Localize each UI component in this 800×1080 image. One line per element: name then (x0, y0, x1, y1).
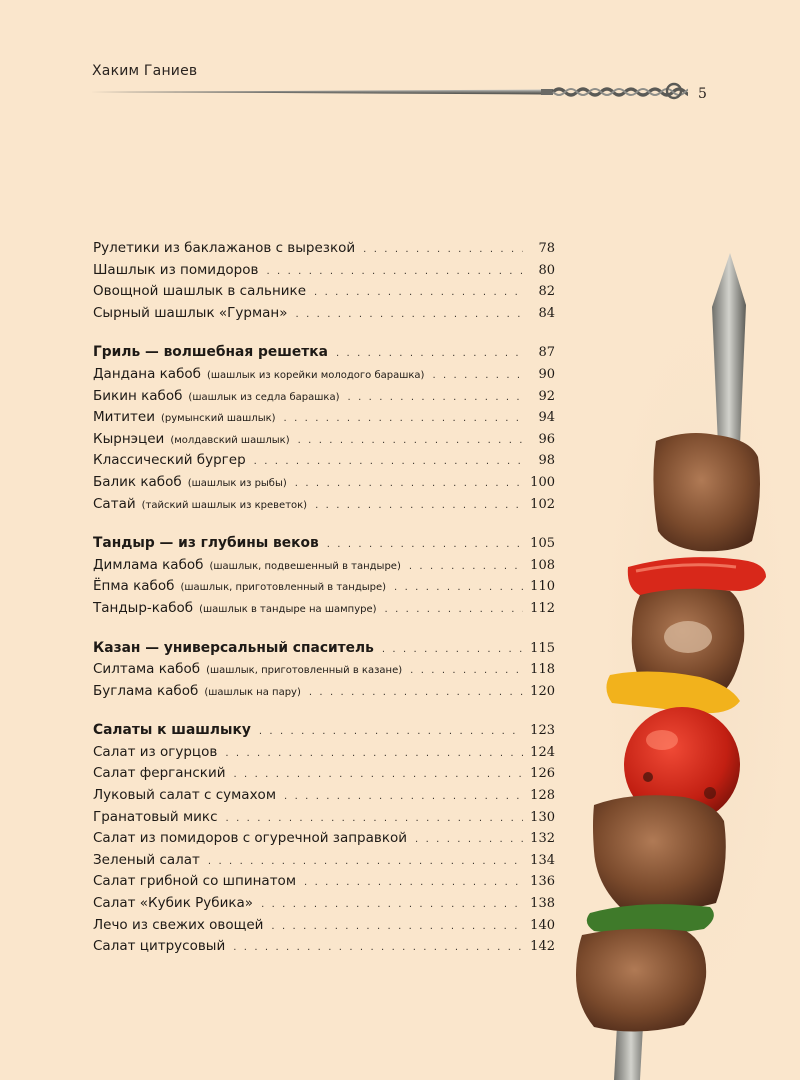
section-title: Тандыр — из глубины веков (93, 535, 319, 552)
section-title: Казан — универсальный спаситель (93, 639, 374, 656)
toc-section-heading[interactable] (93, 720, 555, 742)
entry-title: Сырный шашлык «Гурман» (93, 304, 288, 321)
entry-page: 80 (538, 262, 555, 278)
dot-leader (266, 261, 523, 283)
entry-title: Тандыр-кабоб (93, 599, 194, 616)
toc-entry[interactable] (93, 850, 555, 872)
author-name: Хаким Ганиев (92, 63, 198, 79)
toc-entry[interactable] (93, 828, 555, 850)
dot-leader (415, 829, 523, 851)
entry-page: 82 (538, 284, 555, 300)
entry-title: Шашлык из помидоров (93, 261, 259, 278)
entry-page: 112 (530, 600, 555, 616)
toc-entry[interactable] (93, 681, 555, 703)
entry-page: 92 (538, 388, 555, 404)
toc-entry[interactable] (93, 936, 555, 958)
entry-subtitle: (шашлык, подвешенный в тандыре) (209, 560, 401, 572)
entry-title: Гранатовый микс (93, 808, 218, 825)
dot-leader (254, 451, 523, 473)
dot-leader (208, 851, 523, 873)
dot-leader (271, 916, 523, 938)
section-title: Гриль — волшебная решетка (93, 344, 328, 361)
entry-page: 138 (530, 896, 555, 912)
toc-entry[interactable] (93, 450, 555, 472)
entry-page: 78 (538, 241, 555, 256)
entry-page: 124 (530, 744, 555, 760)
dot-leader (226, 808, 523, 830)
entry-title: Димлама кабоб (93, 556, 204, 573)
entry-title: Мититеи (93, 409, 156, 426)
dot-leader (296, 304, 523, 326)
entry-title: Сатай (93, 495, 136, 512)
section-title: Салаты к шашлыку (93, 722, 251, 739)
entry-subtitle: (молдавский шашлык) (170, 434, 290, 446)
dot-leader (348, 387, 523, 409)
toc-entry[interactable] (93, 281, 555, 303)
toc-section-heading[interactable] (93, 533, 555, 555)
entry-title: Салат из огурцов (93, 743, 218, 760)
toc-entry[interactable] (93, 386, 555, 408)
toc-entry[interactable] (93, 260, 555, 282)
dot-leader (295, 473, 523, 495)
dot-leader (315, 495, 523, 517)
dot-leader (284, 786, 523, 808)
dot-leader (259, 721, 523, 743)
entry-title: Бикин кабоб (93, 387, 183, 404)
entry-title: Зеленый салат (93, 851, 200, 868)
entry-subtitle: (шашлык в тандыре на шампуре) (199, 603, 377, 615)
dot-leader (309, 682, 523, 704)
entry-page: 84 (538, 305, 555, 321)
toc-entry[interactable] (93, 742, 555, 764)
entry-title: Салат цитрусовый (93, 938, 226, 955)
entry-title: Салат «Кубик Рубика» (93, 895, 254, 912)
entry-subtitle: (шашлык, приготовленный в тандыре) (180, 582, 387, 594)
toc-entry[interactable] (93, 364, 555, 386)
entry-title: Овощной шашлык в сальнике (93, 283, 307, 300)
entry-title: Лечо из свежих овощей (93, 916, 264, 933)
toc-entry[interactable] (93, 871, 555, 893)
entry-page: 134 (530, 852, 555, 868)
dot-leader (304, 872, 523, 894)
section-gap (93, 620, 555, 638)
toc-entry[interactable] (93, 598, 555, 620)
entry-subtitle: (тайский шашлык из креветок) (141, 499, 308, 511)
toc-section-heading[interactable] (93, 638, 555, 660)
entry-page: 120 (530, 683, 555, 699)
table-of-contents (93, 238, 555, 958)
entry-subtitle: (румынский шашлык) (161, 413, 276, 425)
entry-title: Балик кабоб (93, 473, 182, 490)
entry-page: 98 (538, 453, 555, 469)
entry-page: 128 (530, 788, 555, 804)
dot-leader (385, 599, 523, 621)
toc-entry[interactable] (93, 915, 555, 937)
dot-leader (284, 408, 523, 430)
entry-page: 142 (530, 939, 555, 955)
entry-title: Буглама кабоб (93, 682, 199, 699)
dot-leader (410, 660, 523, 682)
kebab-skewer-image (570, 245, 800, 1080)
metal-skewer-icon (88, 80, 688, 108)
section-gap (93, 324, 555, 342)
section-page: 105 (530, 536, 555, 552)
dot-leader (327, 534, 523, 556)
entry-page: 118 (530, 662, 555, 678)
toc-entry[interactable] (93, 472, 555, 494)
entry-subtitle: (шашлык на пару) (204, 686, 301, 698)
dot-leader (233, 937, 523, 959)
dot-leader (314, 282, 523, 304)
section-gap (93, 515, 555, 533)
dot-leader (261, 894, 523, 916)
entry-title: Рулетики из баклажанов с вырезкой (93, 240, 356, 256)
toc-entry[interactable] (93, 763, 555, 785)
entry-title: Салат грибной со шпинатом (93, 873, 297, 890)
dot-leader (382, 639, 523, 661)
entry-page: 90 (538, 366, 555, 382)
dot-leader (336, 343, 523, 365)
entry-page: 100 (530, 474, 555, 490)
entry-title: Кырнэцеи (93, 430, 165, 447)
dot-leader (409, 556, 523, 578)
entry-page: 94 (538, 410, 555, 426)
toc-entry[interactable] (93, 893, 555, 915)
entry-subtitle: (шашлык из седла барашка) (188, 391, 340, 403)
toc-entry[interactable] (93, 303, 555, 325)
section-page: 87 (538, 345, 555, 361)
toc-entry[interactable] (93, 555, 555, 577)
entry-page: 126 (530, 766, 555, 782)
toc-entry[interactable] (93, 659, 555, 681)
dot-leader (432, 365, 523, 387)
toc-entry[interactable] (93, 494, 555, 516)
dot-leader (394, 577, 523, 599)
entry-subtitle: (шашлык из корейки молодого барашка) (206, 369, 425, 381)
entry-title: Ёпма кабоб (93, 578, 175, 595)
entry-page: 136 (530, 874, 555, 890)
entry-title: Салат из помидоров с огуречной заправкой (93, 830, 408, 847)
entry-title: Луковый салат с сумахом (93, 787, 277, 804)
section-page: 123 (530, 723, 555, 739)
entry-title: Силтама кабоб (93, 661, 201, 678)
toc-entry[interactable] (93, 429, 555, 451)
entry-page: 96 (538, 431, 555, 447)
section-page: 115 (530, 640, 555, 656)
toc-entry[interactable] (93, 576, 555, 598)
toc-entry[interactable] (93, 238, 555, 260)
entry-subtitle: (шашлык из рыбы) (187, 477, 287, 489)
page-number: 5 (698, 86, 707, 102)
dot-leader (298, 430, 523, 452)
toc-section-heading[interactable] (93, 342, 555, 364)
entry-subtitle: (шашлык, приготовленный в казане) (206, 665, 403, 677)
entry-page: 130 (530, 809, 555, 825)
section-gap (93, 702, 555, 720)
entry-title: Салат ферганский (93, 765, 226, 782)
entry-page: 132 (530, 831, 555, 847)
dot-leader (363, 239, 523, 261)
dot-leader (234, 764, 524, 786)
entry-page: 110 (530, 579, 555, 595)
dot-leader (225, 743, 523, 765)
entry-page: 140 (530, 917, 555, 933)
toc-entry[interactable] (93, 785, 555, 807)
toc-entry[interactable] (93, 807, 555, 829)
entry-page: 102 (530, 496, 555, 512)
entry-title: Классический бургер (93, 452, 246, 469)
entry-title: Дандана кабоб (93, 365, 201, 382)
toc-entry[interactable] (93, 407, 555, 429)
entry-page: 108 (530, 557, 555, 573)
